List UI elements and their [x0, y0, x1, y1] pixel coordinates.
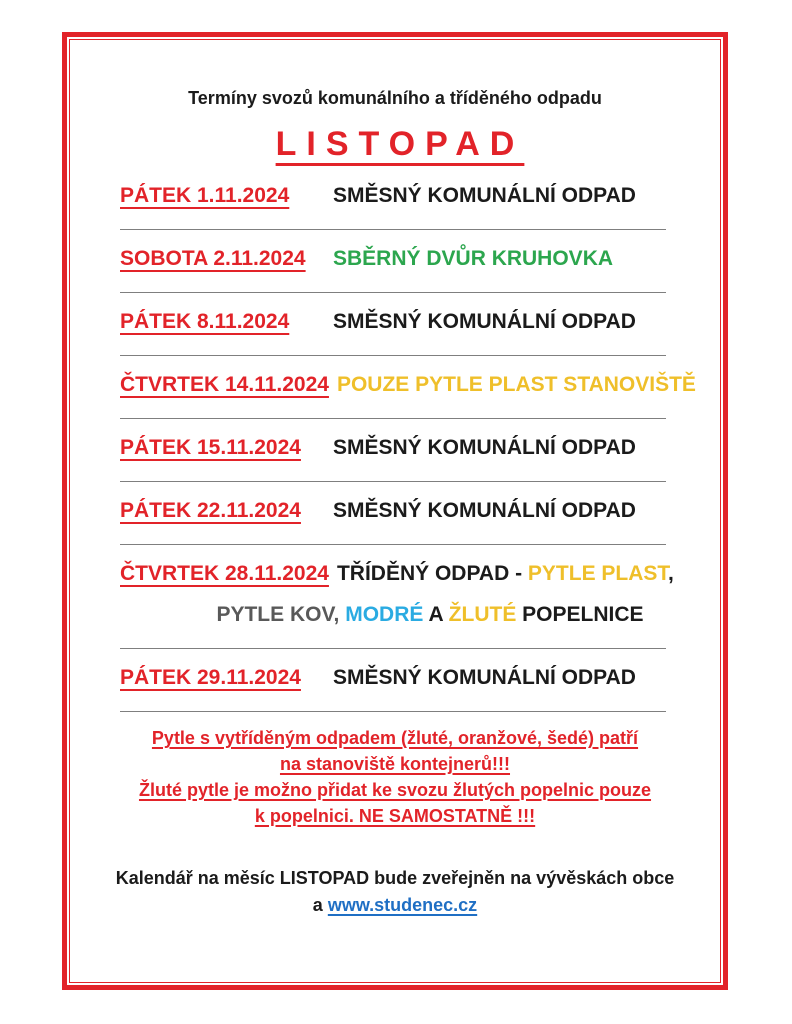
separator-line	[120, 711, 666, 712]
waste-type-segment: PYTLE PLAST	[527, 562, 668, 585]
date-label: ČTVRTEK 14.11.2024	[120, 373, 329, 396]
waste-type-label	[333, 308, 636, 335]
warning-notice	[67, 725, 723, 829]
separator-line	[120, 481, 666, 482]
date-label: PÁTEK 8.11.2024	[120, 310, 290, 333]
schedule-row	[120, 434, 723, 461]
date-label: PÁTEK 15.11.2024	[120, 436, 301, 459]
waste-type-label	[333, 245, 613, 272]
waste-type-segment: POPELNICE	[516, 603, 644, 626]
waste-type-label	[333, 497, 636, 524]
waste-type-label	[337, 371, 696, 398]
waste-type-label	[333, 434, 636, 461]
waste-type-segment: ,	[667, 562, 674, 585]
waste-type-segment: PYTLE KOV,	[216, 603, 346, 626]
waste-type-segment: SMĚSNÝ KOMUNÁLNÍ ODPAD	[333, 436, 636, 459]
date-label: ČTVRTEK 28.11.2024	[120, 562, 329, 585]
schedule-row-continuation	[120, 601, 723, 628]
waste-type-segment: A	[423, 603, 449, 626]
waste-type-segment: SMĚSNÝ KOMUNÁLNÍ ODPAD	[333, 184, 636, 207]
notice-line: na stanoviště kontejnerů!!!	[279, 754, 511, 774]
notice-line: Pytle s vytříděným odpadem (žluté, oranžové, šedé) patří	[151, 728, 639, 748]
schedule-row	[120, 664, 723, 691]
schedule-list	[67, 182, 723, 712]
waste-type-segment: TŘÍDĚNÝ ODPAD -	[336, 562, 528, 585]
date-label: PÁTEK 29.11.2024	[120, 666, 301, 689]
waste-type-segment: SMĚSNÝ KOMUNÁLNÍ ODPAD	[333, 499, 636, 522]
separator-line	[120, 418, 666, 419]
schedule-row	[120, 497, 723, 524]
schedule-row	[120, 182, 723, 209]
month-title: LISTOPAD	[275, 125, 525, 163]
notice-line: Žluté pytle je možno přidat ke svozu žlutých popelnic pouze	[138, 780, 652, 800]
waste-type-label	[337, 560, 674, 587]
footer-line2	[67, 892, 723, 919]
waste-type-segment: SMĚSNÝ KOMUNÁLNÍ ODPAD	[333, 666, 636, 689]
separator-line	[120, 648, 666, 649]
separator-line	[120, 229, 666, 230]
notice-line: k popelnici. NE SAMOSTATNĚ !!!	[254, 806, 536, 826]
decorative-border	[62, 32, 728, 990]
waste-type-segment: MODRÉ	[345, 603, 424, 626]
page-title: Termíny svozů komunálního a tříděného odpadu	[188, 88, 602, 108]
schedule-row	[120, 308, 723, 335]
flyer-content	[67, 37, 723, 985]
schedule-row	[120, 245, 723, 272]
waste-type-segment: SMĚSNÝ KOMUNÁLNÍ ODPAD	[333, 310, 636, 333]
schedule-row	[120, 560, 723, 587]
date-label: PÁTEK 1.11.2024	[120, 184, 290, 207]
date-label: SOBOTA 2.11.2024	[120, 247, 306, 270]
footer-note	[67, 865, 723, 919]
studenec-link[interactable]: www.studenec.cz	[327, 895, 478, 915]
separator-line	[120, 292, 666, 293]
footer-prefix: a	[312, 895, 328, 915]
schedule-row	[120, 371, 723, 398]
separator-line	[120, 544, 666, 545]
footer-line1: Kalendář na měsíc LISTOPAD bude zveřejněn na vývěskách obce	[115, 868, 675, 888]
waste-type-segment: POUZE PYTLE PLAST STANOVIŠTĚ	[336, 373, 696, 396]
separator-line	[120, 355, 666, 356]
waste-type-label	[333, 664, 636, 691]
waste-type-label	[333, 182, 636, 209]
waste-type-segment: ŽLUTÉ	[448, 603, 517, 626]
waste-type-segment: SBĚRNÝ DVŮR KRUHOVKA	[333, 247, 614, 270]
date-label: PÁTEK 22.11.2024	[120, 499, 301, 522]
